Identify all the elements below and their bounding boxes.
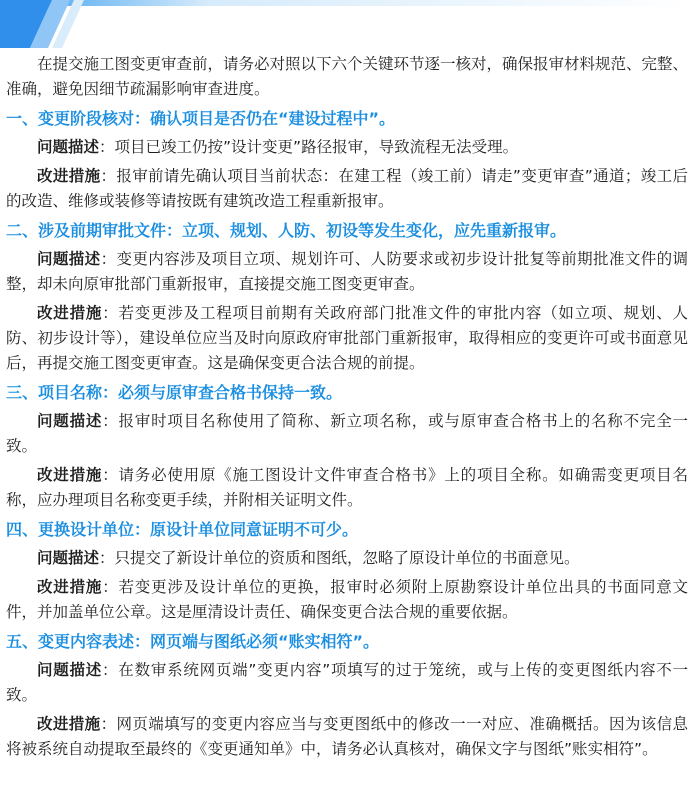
- fix-label: 改进措施: [37, 715, 101, 733]
- problem-label: 问题描述: [37, 138, 100, 156]
- fix-text: ：若变更涉及工程项目前期有关政府部门批准文件的审批内容（如立项、规划、人防、初步设计等），建设单位应当及时向原政府审批部门重新报审，取得相应的变更许可或书面意见后，再提交施工图变更审查。这是确保变更合法合规的前提。: [6, 304, 688, 372]
- article-body: [6, 52, 688, 766]
- problem-paragraph: [6, 546, 688, 571]
- banner-graphic: [0, 0, 694, 48]
- problem-label: 问题描述: [37, 661, 103, 679]
- section-4: [6, 517, 688, 625]
- problem-paragraph: [6, 409, 688, 459]
- problem-text: ：在数审系统网页端”变更内容”项填写的过于笼统，或与上传的变更图纸内容不一致。: [6, 661, 688, 704]
- problem-label: 问题描述: [37, 412, 103, 430]
- section-heading: 四、更换设计单位：原设计单位同意证明不可少。: [6, 520, 359, 539]
- fix-paragraph: [6, 712, 688, 762]
- fix-paragraph: [6, 575, 688, 625]
- fix-paragraph: [6, 164, 688, 214]
- fix-label: 改进措施: [37, 578, 103, 596]
- problem-text: ：变更内容涉及项目立项、规划许可、人防要求或初步设计批复等前期批准文件的调整，却未向原审批部门重新报审，直接提交施工图变更审查。: [6, 250, 688, 293]
- problem-label: 问题描述: [37, 250, 101, 268]
- section-heading: 二、涉及前期审批文件：立项、规划、人防、初设等发生变化，应先重新报审。: [6, 221, 567, 240]
- section-heading: 五、变更内容表述：网页端与图纸必须“账实相符”。: [6, 632, 380, 651]
- section-3: [6, 380, 688, 513]
- fix-paragraph: [6, 463, 688, 513]
- section-5: [6, 629, 688, 762]
- problem-paragraph: [6, 658, 688, 708]
- problem-label: 问题描述: [37, 549, 100, 567]
- problem-text: ：项目已竣工仍按”设计变更”路径报审，导致流程无法受理。: [99, 138, 519, 156]
- fix-text: ：报审前请先确认项目当前状态：在建工程（竣工前）请走”变更审查”通道；竣工后的改造、维修或装修等请按既有建筑改造工程重新报审。: [6, 167, 688, 210]
- problem-text: ：报审时项目名称使用了简称、新立项名称，或与原审查合格书上的名称不完全一致。: [6, 412, 688, 455]
- intro-paragraph: 在提交施工图变更审查前，请务必对照以下六个关键环节逐一核对，确保报审材料规范、完整、准确，避免因细节疏漏影响审查进度。: [6, 55, 689, 98]
- header-banner: [0, 0, 694, 48]
- fix-label: 改进措施: [37, 304, 103, 322]
- fix-text: ：若变更涉及设计单位的更换，报审时必须附上原勘察设计单位出具的书面同意文件，并加盖单位公章。这是厘清设计责任、确保变更合法合规的重要依据。: [6, 578, 688, 621]
- fix-text: ：网页端填写的变更内容应当与变更图纸中的修改一一对应、准确概括。因为该信息将被系统自动提取至最终的《变更通知单》中，请务必认真核对，确保文字与图纸”账实相符”。: [6, 715, 688, 758]
- section-heading: 三、项目名称：必须与原审查合格书保持一致。: [6, 383, 343, 402]
- fix-label: 改进措施: [37, 167, 101, 185]
- section-2: [6, 218, 688, 376]
- section-1: [6, 106, 688, 214]
- problem-paragraph: [6, 135, 688, 160]
- fix-text: ：请务必使用原《施工图设计文件审查合格书》上的项目全称。如确需变更项目名称，应办理项目名称变更手续，并附相关证明文件。: [6, 466, 688, 509]
- problem-paragraph: [6, 247, 688, 297]
- section-heading: 一、变更阶段核对：确认项目是否仍在“建设过程中”。: [6, 109, 396, 128]
- problem-text: ：只提交了新设计单位的资质和图纸，忽略了原设计单位的书面意见。: [99, 549, 580, 567]
- fix-paragraph: [6, 301, 688, 376]
- fix-label: 改进措施: [37, 466, 103, 484]
